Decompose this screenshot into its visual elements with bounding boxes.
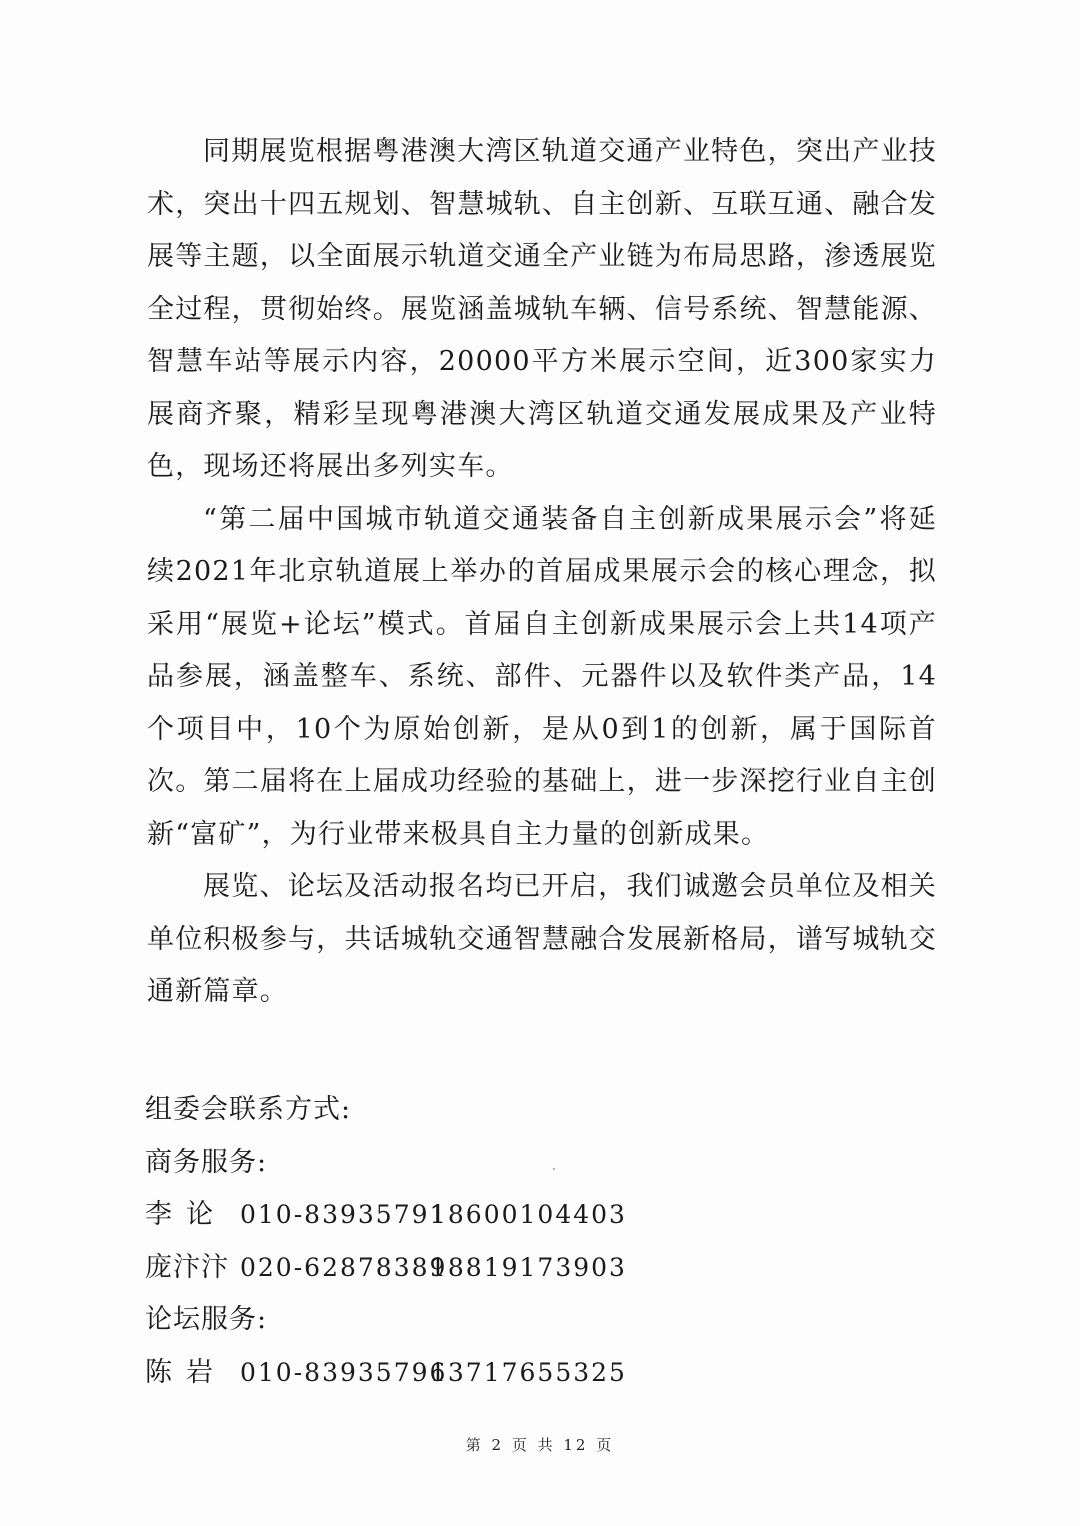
- contact-heading: 组委会联系方式:: [145, 1094, 352, 1125]
- paragraph-exhibition: 同期展览根据粤港澳大湾区轨道交通产业特色，突出产业技术，突出十四五规划、智慧城轨、自主创新、互联互通、融合发展等主题，以全面展示轨道交通全产业链为布局思路，渗透展览全过程，贯彻始终。展览涵盖城轨车辆、信号系统、智慧能源、智慧车站等展示内容，20000平方米展示空间，近300家实力展商齐聚，精彩呈现粤港澳大湾区轨道交通发展成果及产业特色，现场还将展出多列实车。: [147, 136, 937, 482]
- business-heading: 商务服务:: [145, 1146, 268, 1178]
- contact-tel: 020-62878389: [240, 1252, 448, 1282]
- contact-tel: 010-83935791: [240, 1200, 448, 1229]
- contact-row-forum-1: [145, 1347, 905, 1400]
- contact-mobile: 18600104403: [430, 1200, 627, 1229]
- contact-mobile: 18819173903: [430, 1252, 627, 1282]
- page-number-footer: 第 2 页 共 12 页: [465, 1436, 615, 1454]
- contact-name: 庞汴汴: [145, 1251, 229, 1283]
- contact-row-business-2: [145, 1242, 905, 1295]
- contact-row-business-1: [145, 1189, 905, 1242]
- contact-name: 李论: [145, 1199, 227, 1230]
- contact-name: 陈岩: [145, 1356, 227, 1388]
- body-text: [147, 126, 937, 1019]
- contact-mobile: 13717655325: [430, 1357, 627, 1387]
- paragraph-innovation-show: “第二届中国城市轨道交通装备自主创新成果展示会”将延续2021年北京轨道展上举办的首届成果展示会的核心理念，拟采用“展览+论坛”模式。首届自主创新成果展示会上共14项产品参展，涵盖整车、系统、部件、元器件以及软件类产品，14个项目中，10个为原始创新，是从0到1的创新，属于国际首次。第二届将在上届成功经验的基础上，进一步深挖行业自主创新“富矿”，为行业带来极具自主力量的创新成果。: [147, 503, 937, 850]
- contact-tel: 010-83935796: [240, 1357, 448, 1387]
- contact-section: [145, 1084, 905, 1399]
- paragraph-registration: 展览、论坛及活动报名均已开启，我们诚邀会员单位及相关单位积极参与，共话城轨交通智慧融合发展新格局，谱写城轨交通新篇章。: [147, 871, 937, 1007]
- forum-heading: 论坛服务:: [145, 1304, 268, 1335]
